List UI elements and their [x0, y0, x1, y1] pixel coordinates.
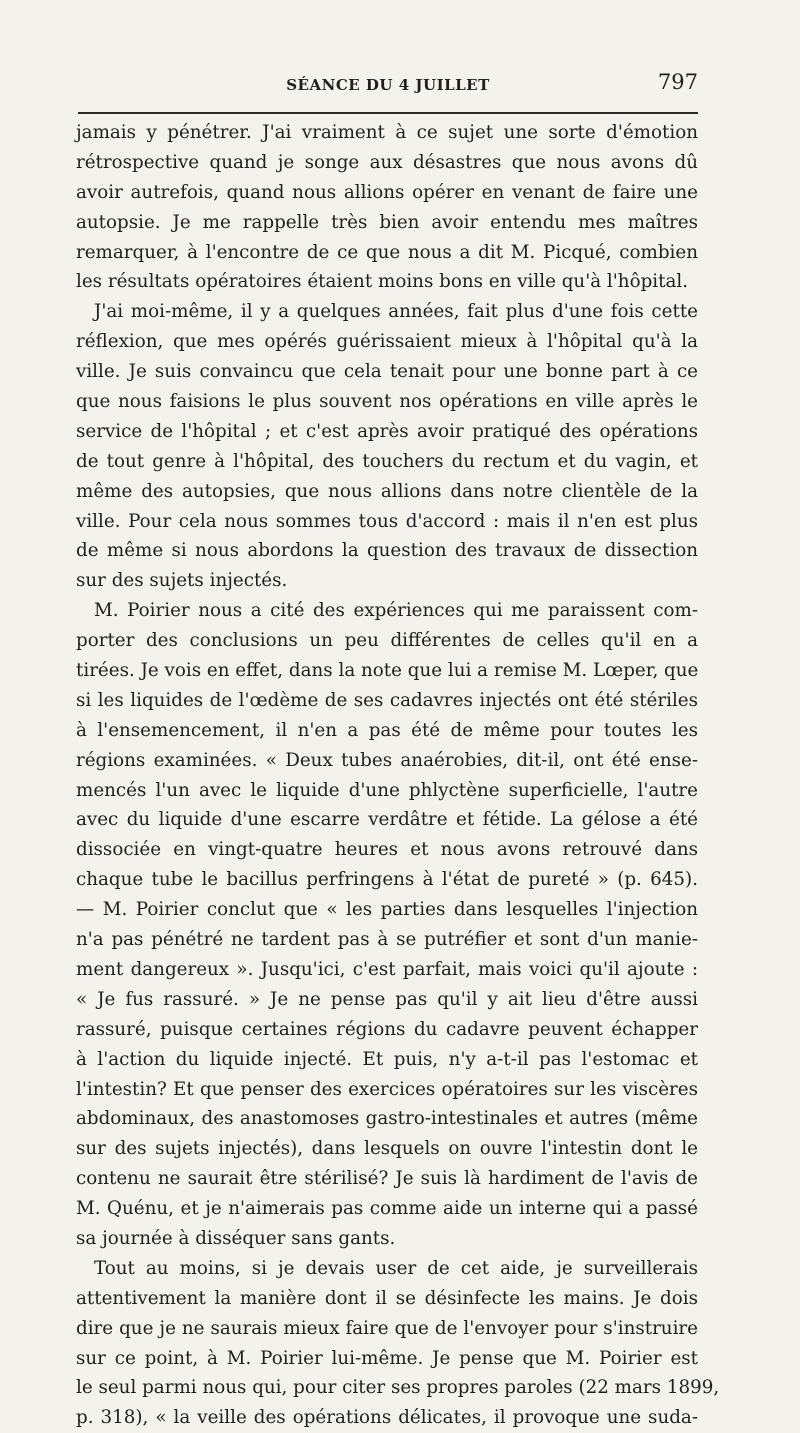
- text-line: — M. Poirier conclut que « les parties dans lesquelles l'injection: [76, 899, 698, 921]
- text-line: rassuré, puisque certaines régions du cadavre peuvent échapper: [76, 1018, 698, 1040]
- text-line: contenu ne saurait être stérilisé? Je suis là hardiment de l'avis de: [76, 1168, 698, 1190]
- header-rule: [78, 112, 698, 114]
- text-line: même des autopsies, que nous allions dans notre clientèle de la: [76, 480, 698, 502]
- text-line: abdominaux, des anastomoses gastro-intestinales et autres (même: [76, 1108, 698, 1130]
- text-line: l'intestin? Et que penser des exercices opératoires sur les viscères: [76, 1078, 698, 1100]
- body-text: [76, 118, 720, 1433]
- text-line: M. Poirier nous a cité des expériences qui me paraissent com-: [94, 600, 698, 622]
- text-line: J'ai moi-même, il y a quelques années, fait plus d'une fois cette: [94, 301, 698, 323]
- running-title: SÉANCE DU 4 JUILLET: [286, 76, 490, 94]
- text-line: mencés l'un avec le liquide d'une phlyctène superficielle, l'autre: [76, 779, 698, 801]
- text-line: régions examinées. « Deux tubes anaérobies, dit-il, ont été ense-: [76, 749, 698, 771]
- text-line: sur des sujets injectés), dans lesquels on ouvre l'intestin dont le: [76, 1138, 698, 1160]
- text-line: tirées. Je vois en effet, dans la note que lui a remise M. Lœper, que: [76, 660, 699, 682]
- text-line: ville. Je suis convaincu que cela tenait pour une bonne part à ce: [76, 361, 698, 383]
- text-line: de tout genre à l'hôpital, des touchers du rectum et du vagin, et: [76, 450, 698, 472]
- text-line: ment dangereux ». Jusqu'ici, c'est parfait, mais voici qu'il ajoute :: [76, 958, 698, 980]
- text-line: sur ce point, à M. Poirier lui-même. Je pense que M. Poirier est: [76, 1347, 698, 1369]
- text-line: M. Quénu, et je n'aimerais pas comme aide un interne qui a passé: [76, 1198, 698, 1220]
- text-line: avec du liquide d'une escarre verdâtre et fétide. La gélose a été: [76, 809, 698, 831]
- text-line: réflexion, que mes opérés guérissaient mieux à l'hôpital qu'à la: [76, 331, 698, 353]
- text-line: sa journée à disséquer sans gants.: [76, 1227, 396, 1249]
- text-line: remarquer, à l'encontre de ce que nous a dit M. Picqué, combien: [76, 241, 698, 263]
- text-line: si les liquides de l'œdème de ses cadavres injectés ont été stériles: [76, 689, 698, 711]
- text-line: ville. Pour cela nous sommes tous d'accord : mais il n'en est plus: [76, 510, 698, 532]
- text-line: dire que je ne saurais mieux faire que de l'envoyer pour s'instruire: [76, 1317, 698, 1339]
- text-line: autopsie. Je me rappelle très bien avoir entendu mes maîtres: [76, 211, 698, 233]
- text-line: le seul parmi nous qui, pour citer ses propres paroles (22 mars 1899,: [76, 1377, 720, 1399]
- text-line: porter des conclusions un peu différentes de celles qu'il en a: [76, 630, 698, 652]
- text-line: service de l'hôpital ; et c'est après avoir pratiqué des opérations: [76, 420, 698, 442]
- text-line: jamais y pénétrer. J'ai vraiment à ce sujet une sorte d'émotion: [76, 122, 698, 143]
- text-line: chaque tube le bacillus perfringens à l'état de pureté » (p. 645).: [76, 869, 698, 891]
- text-line: attentivement la manière dont il se désinfecte les mains. Je dois: [76, 1287, 698, 1309]
- text-line: dissociée en vingt-quatre heures et nous avons retrouvé dans: [76, 839, 698, 861]
- text-line: Tout au moins, si je devais user de cet aide, je surveillerais: [94, 1257, 698, 1279]
- page-header: [78, 70, 698, 100]
- text-line: avoir autrefois, quand nous allions opérer en venant de faire une: [76, 181, 698, 203]
- text-line: que nous faisions le plus souvent nos opérations en ville après le: [76, 391, 698, 413]
- text-line: p. 318), « la veille des opérations délicates, il provoque une suda-: [76, 1407, 698, 1429]
- text-line: les résultats opératoires étaient moins bons en ville qu'à l'hôpital.: [76, 271, 689, 293]
- text-line: n'a pas pénétré ne tardent pas à se putréfier et sont d'un manie-: [76, 929, 698, 951]
- text-line: rétrospective quand je songe aux désastres que nous avons dû: [76, 151, 698, 173]
- text-line: « Je fus rassuré. » Je ne pense pas qu'il y ait lieu d'être aussi: [76, 988, 698, 1010]
- text-line: à l'ensemencement, il n'en a pas été de même pour toutes les: [76, 719, 698, 741]
- text-line: de même si nous abordons la question des travaux de dissection: [76, 540, 698, 562]
- page-number: 797: [657, 70, 698, 94]
- text-line: à l'action du liquide injecté. Et puis, n'y a-t-il pas l'estomac et: [76, 1048, 698, 1070]
- text-line: sur des sujets injectés.: [76, 570, 288, 592]
